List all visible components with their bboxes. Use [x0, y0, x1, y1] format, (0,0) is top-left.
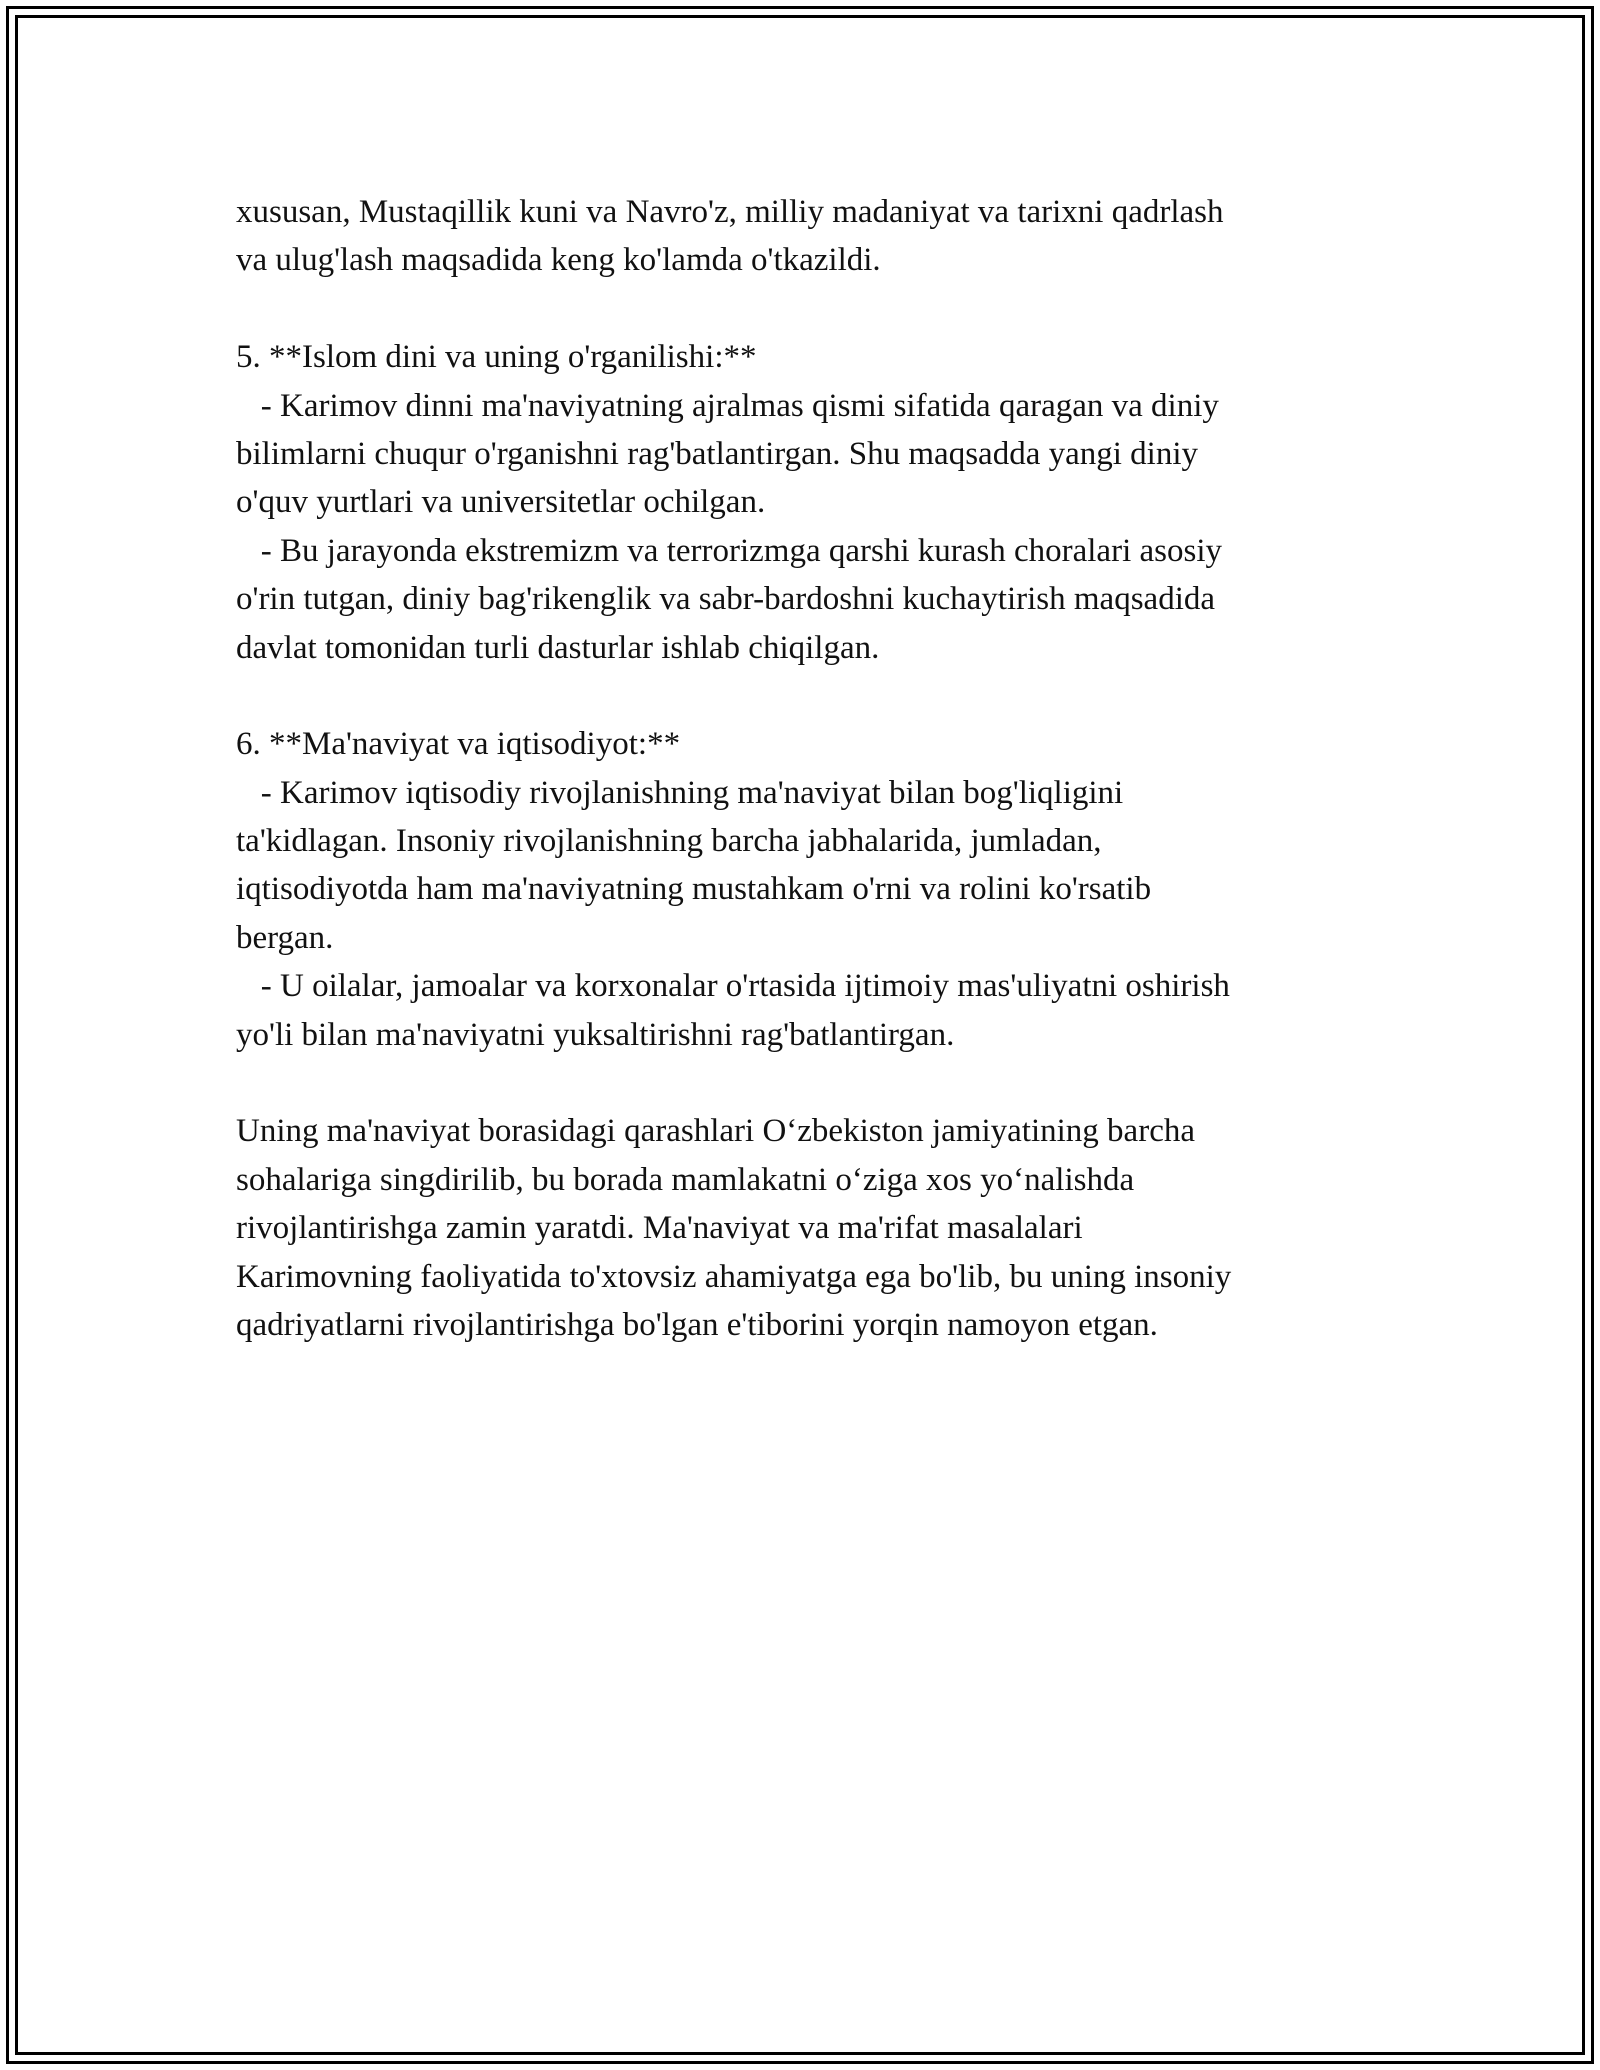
text-line: qadriyatlarni rivojlantirishga bo'lgan e'tiborini yorqin namoyon etgan. — [236, 1306, 1158, 1343]
text-line: - U oilalar, jamoalar va korxonalar o'rtasida ijtimoiy mas'uliyatni oshirish — [236, 968, 1230, 1005]
text-line: yo'li bilan ma'naviyatni yuksaltirishni rag'batlantirgan. — [236, 1016, 955, 1053]
text-line: xususan, Mustaqillik kuni va Navro'z, milliy madaniyat va tarixni qadrlash — [236, 194, 1224, 230]
section-5 — [236, 333, 1356, 672]
text-line: - Karimov dinni ma'naviyatning ajralmas qismi sifatida qaragan va diniy — [236, 387, 1219, 424]
text-line: o'quv yurtlari va universitetlar ochilgan. — [236, 484, 766, 521]
section-heading: 5. **Islom dini va uning o'rganilishi:** — [236, 339, 757, 376]
paragraph-spacer — [236, 1059, 1356, 1107]
text-line: - Karimov iqtisodiy rivojlanishning ma'naviyat bilan bog'liqligini — [236, 774, 1124, 811]
text-line: bilimlarni chuqur o'rganishni rag'batlantirgan. Shu maqsadda yangi diniy — [236, 435, 1198, 472]
text-line: Uning ma'naviyat borasidagi qarashlari O‘zbekiston jamiyatining barcha — [236, 1113, 1195, 1150]
conclusion-paragraph — [236, 1107, 1356, 1349]
text-line: ta'kidlagan. Insoniy rivojlanishning barcha jabhalarida, jumladan, — [236, 823, 1102, 860]
text-line: rivojlantirishga zamin yaratdi. Ma'naviyat va ma'rifat masalalari — [236, 1210, 1083, 1247]
section-heading: 6. **Ma'naviyat va iqtisodiyot:** — [236, 726, 681, 763]
text-line: Karimovning faoliyatida to'xtovsiz ahamiyatga ega bo'lib, bu uning insoniy — [236, 1258, 1232, 1295]
section-6 — [236, 720, 1356, 1059]
text-line: bergan. — [236, 919, 334, 956]
text-line: va ulug'lash maqsadida keng ko'lamda o'tkazildi. — [236, 242, 881, 279]
paragraph-spacer — [236, 285, 1356, 333]
text-line: sohalariga singdirilib, bu borada mamlakatni o‘ziga xos yo‘nalishda — [236, 1161, 1135, 1198]
document-body — [236, 188, 1356, 1349]
text-line: davlat tomonidan turli dasturlar ishlab chiqilgan. — [236, 629, 880, 666]
text-line: o'rin tutgan, diniy bag'rikenglik va sabr-bardoshni kuchaytirish maqsadida — [236, 581, 1216, 618]
text-line: - Bu jarayonda ekstremizm va terrorizmga qarshi kurash choralari asosiy — [236, 532, 1222, 569]
text-line: iqtisodiyotda ham ma'naviyatning mustahkam o'rni va rolini ko'rsatib — [236, 871, 1152, 908]
intro-paragraph — [236, 188, 1356, 285]
paragraph-spacer — [236, 672, 1356, 720]
